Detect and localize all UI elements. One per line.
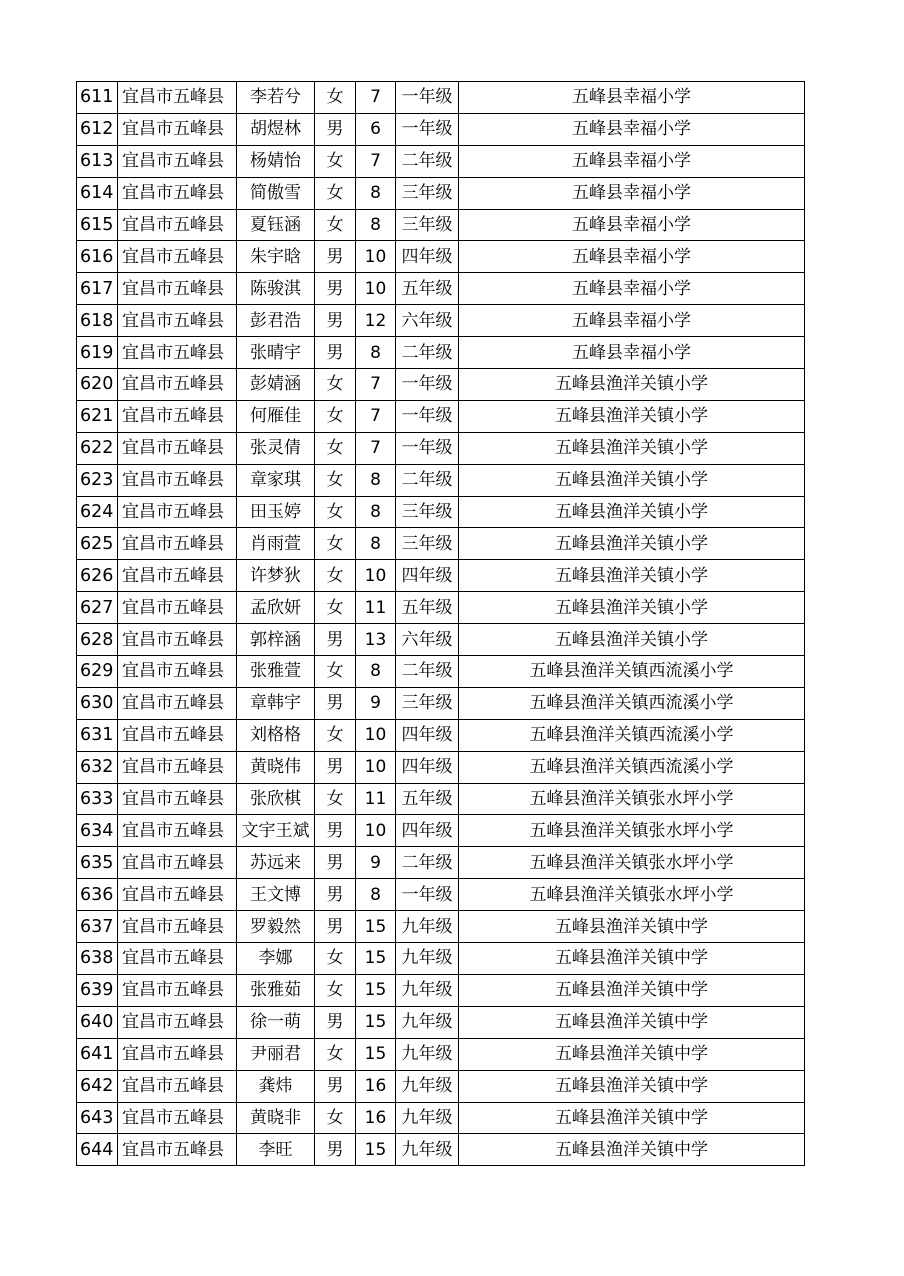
region-cell: 宜昌市五峰县 — [118, 400, 237, 432]
region-cell: 宜昌市五峰县 — [118, 847, 237, 879]
age-cell: 8 — [356, 337, 396, 369]
table-row — [77, 815, 805, 847]
grade-cell: 九年级 — [396, 1038, 459, 1070]
grade-cell: 九年级 — [396, 943, 459, 975]
grade-cell: 四年级 — [396, 815, 459, 847]
age-cell: 15 — [356, 943, 396, 975]
age-cell: 8 — [356, 496, 396, 528]
school-cell: 五峰县渔洋关镇西流溪小学 — [459, 719, 805, 751]
age-cell: 10 — [356, 751, 396, 783]
name-cell: 郭梓涵 — [237, 624, 315, 656]
row-number-cell: 612 — [77, 113, 118, 145]
region-cell: 宜昌市五峰县 — [118, 177, 237, 209]
age-cell: 7 — [356, 432, 396, 464]
table-row — [77, 719, 805, 751]
row-number-cell: 616 — [77, 241, 118, 273]
name-cell: 王文博 — [237, 879, 315, 911]
grade-cell: 九年级 — [396, 911, 459, 943]
row-number-cell: 626 — [77, 560, 118, 592]
table-row — [77, 369, 805, 401]
row-number-cell: 614 — [77, 177, 118, 209]
table-row — [77, 974, 805, 1006]
row-number-cell: 613 — [77, 145, 118, 177]
name-cell: 章韩宇 — [237, 687, 315, 719]
row-number-cell: 627 — [77, 592, 118, 624]
name-cell: 彭君浩 — [237, 305, 315, 337]
age-cell: 8 — [356, 464, 396, 496]
name-cell: 肖雨萱 — [237, 528, 315, 560]
table-row — [77, 273, 805, 305]
row-number-cell: 631 — [77, 719, 118, 751]
table-row — [77, 305, 805, 337]
table-row — [77, 592, 805, 624]
region-cell: 宜昌市五峰县 — [118, 337, 237, 369]
gender-cell: 女 — [315, 1102, 356, 1134]
grade-cell: 五年级 — [396, 783, 459, 815]
table-row — [77, 656, 805, 688]
row-number-cell: 623 — [77, 464, 118, 496]
table-row — [77, 209, 805, 241]
row-number-cell: 638 — [77, 943, 118, 975]
region-cell: 宜昌市五峰县 — [118, 624, 237, 656]
school-cell: 五峰县幸福小学 — [459, 337, 805, 369]
school-cell: 五峰县幸福小学 — [459, 177, 805, 209]
school-cell: 五峰县渔洋关镇小学 — [459, 400, 805, 432]
grade-cell: 九年级 — [396, 974, 459, 1006]
table-row — [77, 496, 805, 528]
student-table — [76, 81, 805, 1166]
row-number-cell: 633 — [77, 783, 118, 815]
region-cell: 宜昌市五峰县 — [118, 241, 237, 273]
grade-cell: 九年级 — [396, 1134, 459, 1166]
age-cell: 8 — [356, 528, 396, 560]
row-number-cell: 640 — [77, 1006, 118, 1038]
gender-cell: 女 — [315, 592, 356, 624]
gender-cell: 女 — [315, 656, 356, 688]
name-cell: 张灵倩 — [237, 432, 315, 464]
gender-cell: 男 — [315, 305, 356, 337]
region-cell: 宜昌市五峰县 — [118, 528, 237, 560]
region-cell: 宜昌市五峰县 — [118, 592, 237, 624]
name-cell: 陈骏淇 — [237, 273, 315, 305]
region-cell: 宜昌市五峰县 — [118, 1134, 237, 1166]
age-cell: 10 — [356, 560, 396, 592]
row-number-cell: 636 — [77, 879, 118, 911]
table-row — [77, 879, 805, 911]
name-cell: 夏钰涵 — [237, 209, 315, 241]
gender-cell: 男 — [315, 1070, 356, 1102]
grade-cell: 五年级 — [396, 592, 459, 624]
school-cell: 五峰县渔洋关镇中学 — [459, 1006, 805, 1038]
school-cell: 五峰县渔洋关镇中学 — [459, 1134, 805, 1166]
age-cell: 15 — [356, 974, 396, 1006]
school-cell: 五峰县渔洋关镇中学 — [459, 1070, 805, 1102]
grade-cell: 三年级 — [396, 687, 459, 719]
school-cell: 五峰县渔洋关镇小学 — [459, 464, 805, 496]
region-cell: 宜昌市五峰县 — [118, 879, 237, 911]
age-cell: 10 — [356, 719, 396, 751]
grade-cell: 一年级 — [396, 879, 459, 911]
region-cell: 宜昌市五峰县 — [118, 1038, 237, 1070]
school-cell: 五峰县幸福小学 — [459, 241, 805, 273]
grade-cell: 二年级 — [396, 847, 459, 879]
gender-cell: 女 — [315, 719, 356, 751]
name-cell: 许梦狄 — [237, 560, 315, 592]
region-cell: 宜昌市五峰县 — [118, 464, 237, 496]
table-row — [77, 528, 805, 560]
gender-cell: 男 — [315, 273, 356, 305]
row-number-cell: 621 — [77, 400, 118, 432]
name-cell: 李旺 — [237, 1134, 315, 1166]
gender-cell: 男 — [315, 624, 356, 656]
row-number-cell: 641 — [77, 1038, 118, 1070]
age-cell: 10 — [356, 241, 396, 273]
region-cell: 宜昌市五峰县 — [118, 560, 237, 592]
age-cell: 9 — [356, 687, 396, 719]
gender-cell: 男 — [315, 847, 356, 879]
region-cell: 宜昌市五峰县 — [118, 783, 237, 815]
name-cell: 李娜 — [237, 943, 315, 975]
table-row — [77, 847, 805, 879]
row-number-cell: 634 — [77, 815, 118, 847]
school-cell: 五峰县渔洋关镇中学 — [459, 1102, 805, 1134]
school-cell: 五峰县渔洋关镇中学 — [459, 943, 805, 975]
name-cell: 杨婧怡 — [237, 145, 315, 177]
region-cell: 宜昌市五峰县 — [118, 113, 237, 145]
grade-cell: 四年级 — [396, 719, 459, 751]
age-cell: 8 — [356, 209, 396, 241]
table-row — [77, 1134, 805, 1166]
age-cell: 16 — [356, 1102, 396, 1134]
age-cell: 15 — [356, 1006, 396, 1038]
row-number-cell: 637 — [77, 911, 118, 943]
table-row — [77, 1006, 805, 1038]
grade-cell: 六年级 — [396, 624, 459, 656]
gender-cell: 女 — [315, 177, 356, 209]
region-cell: 宜昌市五峰县 — [118, 1102, 237, 1134]
grade-cell: 四年级 — [396, 241, 459, 273]
name-cell: 文宇王斌 — [237, 815, 315, 847]
grade-cell: 三年级 — [396, 496, 459, 528]
grade-cell: 九年级 — [396, 1006, 459, 1038]
table-row — [77, 943, 805, 975]
region-cell: 宜昌市五峰县 — [118, 82, 237, 114]
row-number-cell: 635 — [77, 847, 118, 879]
region-cell: 宜昌市五峰县 — [118, 1070, 237, 1102]
gender-cell: 男 — [315, 1134, 356, 1166]
gender-cell: 女 — [315, 400, 356, 432]
name-cell: 徐一萌 — [237, 1006, 315, 1038]
gender-cell: 男 — [315, 911, 356, 943]
age-cell: 7 — [356, 145, 396, 177]
grade-cell: 四年级 — [396, 751, 459, 783]
name-cell: 张欣棋 — [237, 783, 315, 815]
region-cell: 宜昌市五峰县 — [118, 1006, 237, 1038]
age-cell: 11 — [356, 783, 396, 815]
name-cell: 龚炜 — [237, 1070, 315, 1102]
row-number-cell: 622 — [77, 432, 118, 464]
table-row — [77, 911, 805, 943]
row-number-cell: 630 — [77, 687, 118, 719]
school-cell: 五峰县渔洋关镇小学 — [459, 496, 805, 528]
row-number-cell: 629 — [77, 656, 118, 688]
school-cell: 五峰县幸福小学 — [459, 82, 805, 114]
school-cell: 五峰县幸福小学 — [459, 145, 805, 177]
school-cell: 五峰县渔洋关镇西流溪小学 — [459, 687, 805, 719]
table-row — [77, 751, 805, 783]
school-cell: 五峰县幸福小学 — [459, 113, 805, 145]
school-cell: 五峰县幸福小学 — [459, 273, 805, 305]
school-cell: 五峰县渔洋关镇小学 — [459, 624, 805, 656]
grade-cell: 二年级 — [396, 656, 459, 688]
name-cell: 罗毅然 — [237, 911, 315, 943]
school-cell: 五峰县渔洋关镇小学 — [459, 432, 805, 464]
gender-cell: 男 — [315, 815, 356, 847]
row-number-cell: 620 — [77, 369, 118, 401]
name-cell: 黄晓非 — [237, 1102, 315, 1134]
school-cell: 五峰县渔洋关镇中学 — [459, 911, 805, 943]
grade-cell: 九年级 — [396, 1102, 459, 1134]
name-cell: 章家琪 — [237, 464, 315, 496]
row-number-cell: 625 — [77, 528, 118, 560]
table-row — [77, 82, 805, 114]
gender-cell: 女 — [315, 528, 356, 560]
grade-cell: 一年级 — [396, 400, 459, 432]
table-row — [77, 687, 805, 719]
age-cell: 15 — [356, 1038, 396, 1070]
gender-cell: 女 — [315, 464, 356, 496]
age-cell: 7 — [356, 400, 396, 432]
row-number-cell: 642 — [77, 1070, 118, 1102]
age-cell: 6 — [356, 113, 396, 145]
name-cell: 孟欣妍 — [237, 592, 315, 624]
row-number-cell: 615 — [77, 209, 118, 241]
gender-cell: 女 — [315, 432, 356, 464]
gender-cell: 男 — [315, 751, 356, 783]
grade-cell: 二年级 — [396, 464, 459, 496]
age-cell: 10 — [356, 273, 396, 305]
region-cell: 宜昌市五峰县 — [118, 911, 237, 943]
grade-cell: 三年级 — [396, 209, 459, 241]
school-cell: 五峰县渔洋关镇中学 — [459, 974, 805, 1006]
name-cell: 尹丽君 — [237, 1038, 315, 1070]
table-row — [77, 400, 805, 432]
age-cell: 7 — [356, 82, 396, 114]
region-cell: 宜昌市五峰县 — [118, 751, 237, 783]
grade-cell: 二年级 — [396, 145, 459, 177]
name-cell: 何雁佳 — [237, 400, 315, 432]
region-cell: 宜昌市五峰县 — [118, 432, 237, 464]
grade-cell: 六年级 — [396, 305, 459, 337]
age-cell: 15 — [356, 911, 396, 943]
name-cell: 黄晓伟 — [237, 751, 315, 783]
gender-cell: 女 — [315, 82, 356, 114]
grade-cell: 一年级 — [396, 432, 459, 464]
age-cell: 7 — [356, 369, 396, 401]
school-cell: 五峰县渔洋关镇张水坪小学 — [459, 783, 805, 815]
region-cell: 宜昌市五峰县 — [118, 656, 237, 688]
name-cell: 张雅茹 — [237, 974, 315, 1006]
school-cell: 五峰县渔洋关镇张水坪小学 — [459, 847, 805, 879]
name-cell: 苏远来 — [237, 847, 315, 879]
gender-cell: 女 — [315, 369, 356, 401]
gender-cell: 男 — [315, 241, 356, 273]
region-cell: 宜昌市五峰县 — [118, 974, 237, 1006]
age-cell: 12 — [356, 305, 396, 337]
gender-cell: 男 — [315, 687, 356, 719]
gender-cell: 女 — [315, 560, 356, 592]
name-cell: 朱宇晗 — [237, 241, 315, 273]
name-cell: 彭婧涵 — [237, 369, 315, 401]
age-cell: 13 — [356, 624, 396, 656]
name-cell: 胡煜林 — [237, 113, 315, 145]
grade-cell: 一年级 — [396, 369, 459, 401]
gender-cell: 男 — [315, 113, 356, 145]
table-row — [77, 113, 805, 145]
name-cell: 刘格格 — [237, 719, 315, 751]
row-number-cell: 628 — [77, 624, 118, 656]
table-row — [77, 432, 805, 464]
row-number-cell: 611 — [77, 82, 118, 114]
table-row — [77, 337, 805, 369]
age-cell: 15 — [356, 1134, 396, 1166]
row-number-cell: 643 — [77, 1102, 118, 1134]
region-cell: 宜昌市五峰县 — [118, 496, 237, 528]
region-cell: 宜昌市五峰县 — [118, 719, 237, 751]
gender-cell: 女 — [315, 209, 356, 241]
table-row — [77, 464, 805, 496]
school-cell: 五峰县渔洋关镇小学 — [459, 560, 805, 592]
name-cell: 简傲雪 — [237, 177, 315, 209]
school-cell: 五峰县幸福小学 — [459, 209, 805, 241]
name-cell: 张雅萱 — [237, 656, 315, 688]
gender-cell: 女 — [315, 943, 356, 975]
table-row — [77, 145, 805, 177]
gender-cell: 女 — [315, 145, 356, 177]
school-cell: 五峰县渔洋关镇小学 — [459, 528, 805, 560]
row-number-cell: 617 — [77, 273, 118, 305]
grade-cell: 三年级 — [396, 177, 459, 209]
region-cell: 宜昌市五峰县 — [118, 369, 237, 401]
gender-cell: 女 — [315, 974, 356, 1006]
gender-cell: 女 — [315, 1038, 356, 1070]
row-number-cell: 639 — [77, 974, 118, 1006]
grade-cell: 四年级 — [396, 560, 459, 592]
age-cell: 9 — [356, 847, 396, 879]
school-cell: 五峰县幸福小学 — [459, 305, 805, 337]
region-cell: 宜昌市五峰县 — [118, 209, 237, 241]
school-cell: 五峰县渔洋关镇张水坪小学 — [459, 815, 805, 847]
gender-cell: 女 — [315, 496, 356, 528]
region-cell: 宜昌市五峰县 — [118, 815, 237, 847]
region-cell: 宜昌市五峰县 — [118, 305, 237, 337]
name-cell: 张晴宇 — [237, 337, 315, 369]
region-cell: 宜昌市五峰县 — [118, 273, 237, 305]
age-cell: 10 — [356, 815, 396, 847]
name-cell: 田玉婷 — [237, 496, 315, 528]
table-row — [77, 624, 805, 656]
age-cell: 8 — [356, 656, 396, 688]
grade-cell: 九年级 — [396, 1070, 459, 1102]
region-cell: 宜昌市五峰县 — [118, 943, 237, 975]
gender-cell: 男 — [315, 1006, 356, 1038]
age-cell: 16 — [356, 1070, 396, 1102]
table-body — [77, 82, 805, 1166]
name-cell: 李若兮 — [237, 82, 315, 114]
table-row — [77, 1038, 805, 1070]
grade-cell: 一年级 — [396, 113, 459, 145]
school-cell: 五峰县渔洋关镇西流溪小学 — [459, 656, 805, 688]
grade-cell: 二年级 — [396, 337, 459, 369]
grade-cell: 三年级 — [396, 528, 459, 560]
row-number-cell: 644 — [77, 1134, 118, 1166]
age-cell: 8 — [356, 879, 396, 911]
row-number-cell: 624 — [77, 496, 118, 528]
table-row — [77, 1070, 805, 1102]
gender-cell: 男 — [315, 337, 356, 369]
table-row — [77, 783, 805, 815]
school-cell: 五峰县渔洋关镇小学 — [459, 369, 805, 401]
age-cell: 11 — [356, 592, 396, 624]
gender-cell: 女 — [315, 783, 356, 815]
school-cell: 五峰县渔洋关镇西流溪小学 — [459, 751, 805, 783]
school-cell: 五峰县渔洋关镇中学 — [459, 1038, 805, 1070]
region-cell: 宜昌市五峰县 — [118, 687, 237, 719]
region-cell: 宜昌市五峰县 — [118, 145, 237, 177]
table-row — [77, 1102, 805, 1134]
table-row — [77, 177, 805, 209]
school-cell: 五峰县渔洋关镇张水坪小学 — [459, 879, 805, 911]
school-cell: 五峰县渔洋关镇小学 — [459, 592, 805, 624]
row-number-cell: 632 — [77, 751, 118, 783]
grade-cell: 一年级 — [396, 82, 459, 114]
age-cell: 8 — [356, 177, 396, 209]
grade-cell: 五年级 — [396, 273, 459, 305]
row-number-cell: 618 — [77, 305, 118, 337]
row-number-cell: 619 — [77, 337, 118, 369]
gender-cell: 男 — [315, 879, 356, 911]
table-row — [77, 241, 805, 273]
table-row — [77, 560, 805, 592]
